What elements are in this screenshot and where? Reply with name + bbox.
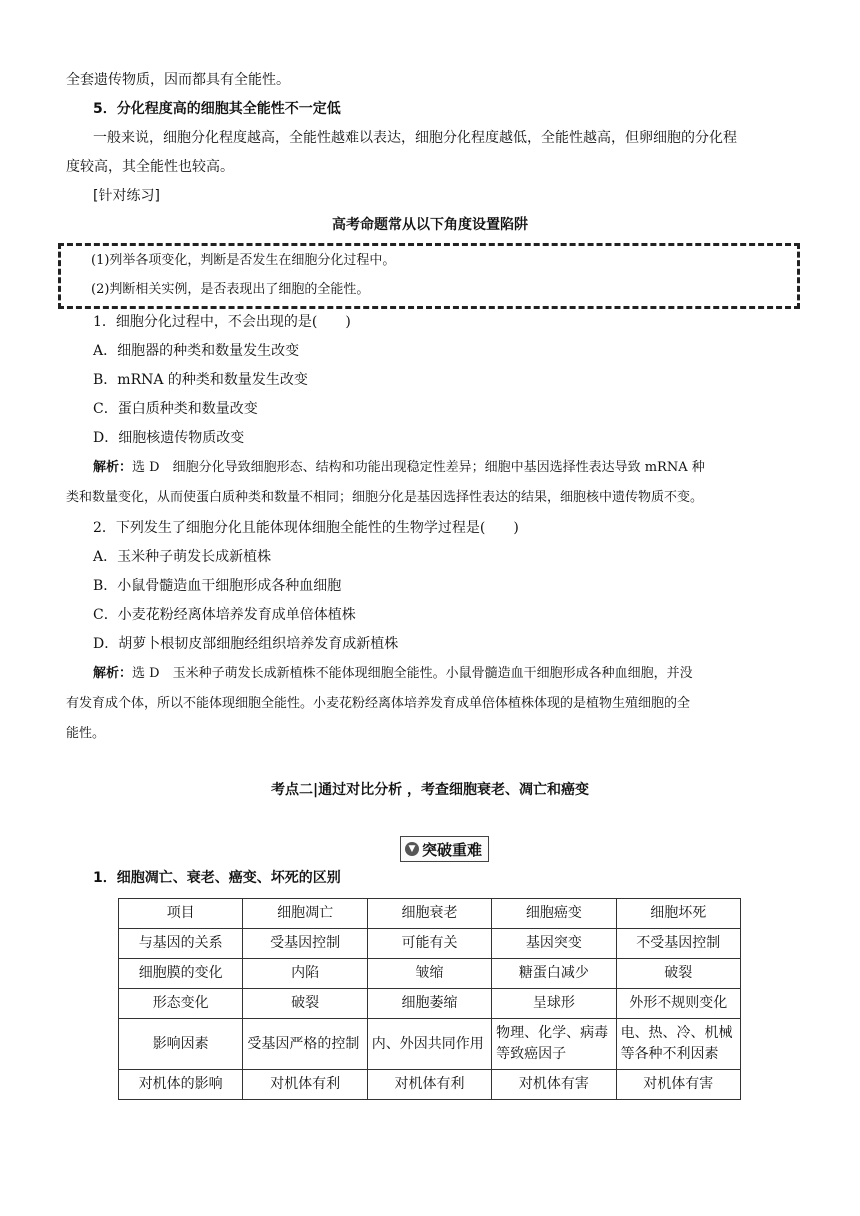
question-1: 1．细胞分化过程中，不会出现的是( ) <box>93 314 351 330</box>
table-header-cell: 项目 <box>119 899 243 929</box>
question-2-option-c: C．小麦花粉经离体培养发育成单倍体植株 <box>93 607 356 623</box>
table-cell: 破裂 <box>243 989 367 1019</box>
table-cell: 受基因控制 <box>243 929 367 959</box>
table-cell: 不受基因控制 <box>616 929 740 959</box>
table-row <box>119 929 741 959</box>
table-cell: 对机体的影响 <box>119 1070 243 1100</box>
badge-label: 突破重难 <box>422 840 483 859</box>
table-cell: 外形不规则变化 <box>616 989 740 1019</box>
answer-2-line3: 能性。 <box>66 726 106 741</box>
answer-2-line1 <box>93 664 693 684</box>
trap-title: 高考命题常从以下角度设置陷阱 <box>332 217 528 233</box>
comparison-table <box>118 898 741 1100</box>
heading-5: 5．分化程度高的细胞其全能性不一定低 <box>93 101 341 117</box>
answer-2-line2: 有发育成个体，所以不能体现细胞全能性。小麦花粉经离体培养发育成单倍体植株体现的是植物生殖细胞的全 <box>66 696 691 711</box>
table-cell: 与基因的关系 <box>119 929 243 959</box>
table-cell: 内、外因共同作用 <box>367 1019 491 1070</box>
table-cell: 破裂 <box>616 959 740 989</box>
table-header-cell: 细胞癌变 <box>492 899 616 929</box>
answer-1-line2: 类和数量变化，从而使蛋白质种类和数量不相同；细胞分化是基因选择性表达的结果，细胞核中遗传物质不变。 <box>66 490 704 505</box>
paragraph-continuation: 全套遗传物质，因而都具有全能性。 <box>66 72 290 88</box>
table-row <box>119 1019 741 1070</box>
question-1-option-c: C．蛋白质种类和数量改变 <box>93 401 258 417</box>
answer-label: 解析： <box>93 460 133 475</box>
paragraph-5-line2: 度较高，其全能性也较高。 <box>66 159 234 175</box>
table-cell: 糖蛋白减少 <box>492 959 616 989</box>
table-cell: 呈球形 <box>492 989 616 1019</box>
table-cell: 形态变化 <box>119 989 243 1019</box>
trap-box <box>58 243 800 309</box>
answer-1-line1 <box>93 458 705 478</box>
question-2: 2．下列发生了细胞分化且能体现体细胞全能性的生物学过程是( ) <box>93 520 519 536</box>
question-1-option-a: A．细胞器的种类和数量发生改变 <box>93 343 300 359</box>
paragraph-5-line1: 一般来说，细胞分化程度越高，全能性越难以表达，细胞分化程度越低，全能性越高，但卵细胞的分化程 <box>93 130 737 146</box>
trap-item-2: (2)判断相关实例，是否表现出了细胞的全能性。 <box>91 282 370 297</box>
table-cell: 影响因素 <box>119 1019 243 1070</box>
table-cell: 对机体有害 <box>492 1070 616 1100</box>
table-cell: 受基因严格的控制 <box>243 1019 367 1070</box>
practice-label: [针对练习] <box>93 188 160 204</box>
answer-1-text: 选 D 细胞分化导致细胞形态、结构和功能出现稳定性差异；细胞中基因选择性表达导致 mRNA 种 <box>132 460 705 475</box>
table-header-row <box>119 899 741 929</box>
table-cell: 电、热、冷、机械等各种不利因素 <box>616 1019 740 1070</box>
table-cell: 对机体有利 <box>243 1070 367 1100</box>
table-cell: 对机体有利 <box>367 1070 491 1100</box>
table-cell: 细胞膜的变化 <box>119 959 243 989</box>
trap-item-1: (1)列举各项变化，判断是否发生在细胞分化过程中。 <box>91 253 396 268</box>
chevron-down-circle-icon: ▼ <box>405 842 419 856</box>
question-2-option-a: A．玉米种子萌发长成新植株 <box>93 549 272 565</box>
answer-2-text: 选 D 玉米种子萌发长成新植株不能体现细胞全能性。小鼠骨髓造血干细胞形成各种血细胞，并没 <box>132 666 693 681</box>
section-title: 考点二|通过对比分析 ，考查细胞衰老、凋亡和癌变 <box>271 782 589 798</box>
table-row <box>119 989 741 1019</box>
table-cell: 皱缩 <box>367 959 491 989</box>
table-header-cell: 细胞凋亡 <box>243 899 367 929</box>
table-cell: 细胞萎缩 <box>367 989 491 1019</box>
question-2-option-d: D．胡萝卜根韧皮部细胞经组织培养发育成新植株 <box>93 636 399 652</box>
table-header-cell: 细胞坏死 <box>616 899 740 929</box>
table-header-cell: 细胞衰老 <box>367 899 491 929</box>
answer-label: 解析： <box>93 666 133 681</box>
table-row <box>119 1070 741 1100</box>
table-row <box>119 959 741 989</box>
table-cell: 可能有关 <box>367 929 491 959</box>
table-cell: 对机体有害 <box>616 1070 740 1100</box>
question-1-option-b: B．mRNA 的种类和数量发生改变 <box>93 372 308 388</box>
question-2-option-b: B．小鼠骨髓造血干细胞形成各种血细胞 <box>93 578 342 594</box>
question-1-option-d: D．细胞核遗传物质改变 <box>93 430 245 446</box>
table-cell: 物理、化学、病毒等致癌因子 <box>492 1019 616 1070</box>
section-badge <box>400 836 489 862</box>
table-heading: 1．细胞凋亡、衰老、癌变、坏死的区别 <box>93 870 341 886</box>
table-cell: 内陷 <box>243 959 367 989</box>
table-cell: 基因突变 <box>492 929 616 959</box>
